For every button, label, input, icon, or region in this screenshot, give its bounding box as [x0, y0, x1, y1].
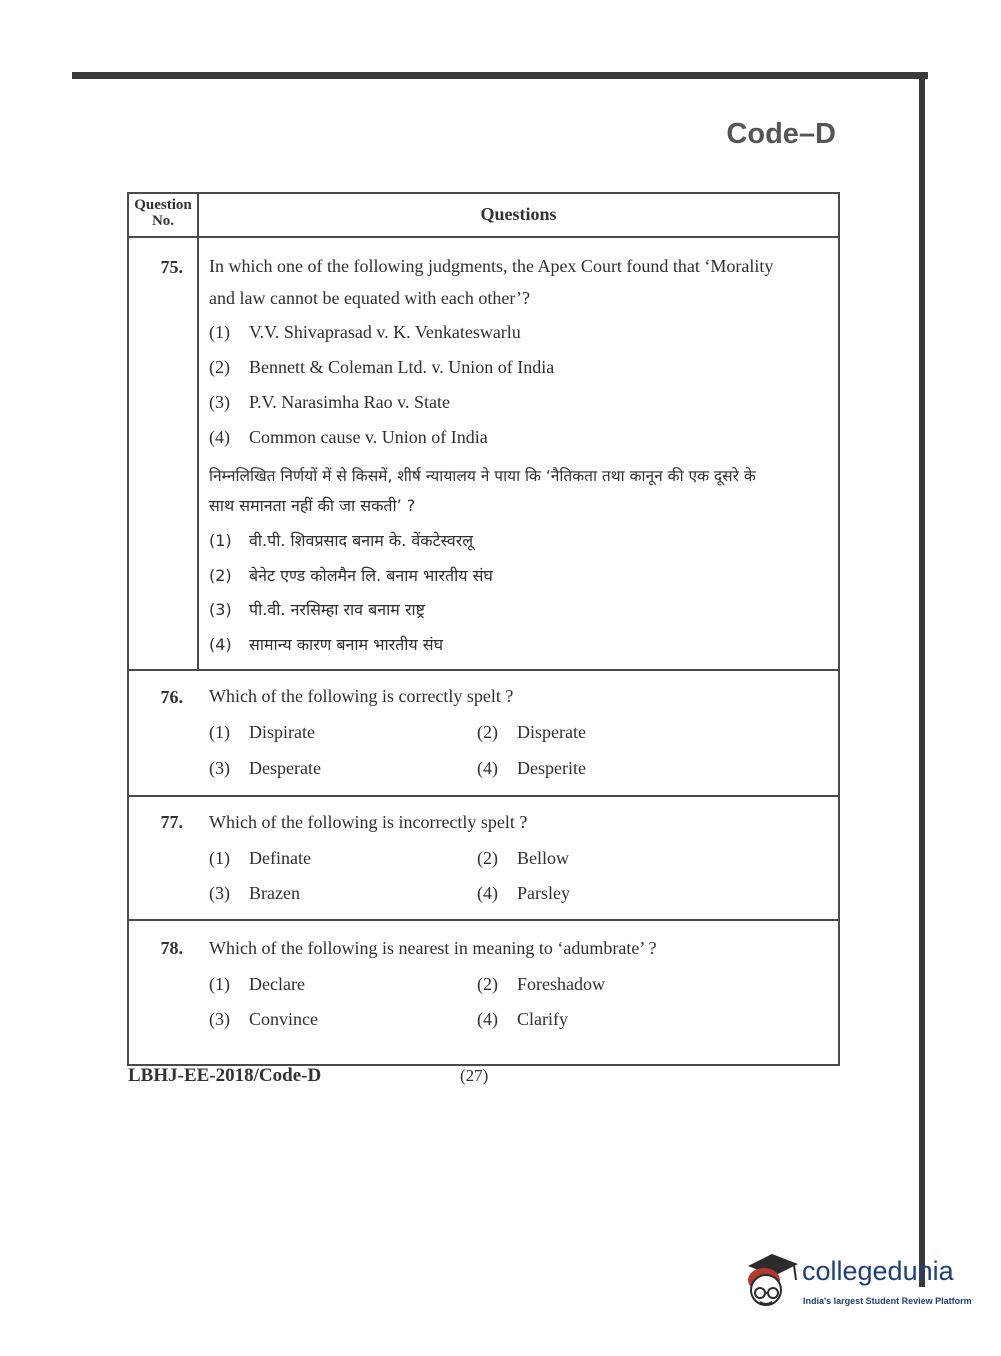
- question-text-line1: In which one of the following judgments, the Apex Court found that ‘Morality: [209, 256, 774, 276]
- option-4: [209, 427, 488, 448]
- option-3: [209, 392, 450, 413]
- option-num: (1): [209, 322, 230, 342]
- option-num: (2): [209, 566, 232, 585]
- option-text: Convince: [249, 1009, 318, 1029]
- option-2: [477, 722, 586, 743]
- header-qno-line1: Question: [134, 197, 192, 213]
- hindi-option-4: [209, 633, 443, 655]
- code-header: Code–D: [726, 118, 836, 150]
- option-num: (4): [209, 635, 232, 654]
- option-num: (1): [209, 722, 230, 742]
- option-4: [477, 1009, 568, 1030]
- option-text: Dispirate: [249, 722, 315, 742]
- question-text-line1: Which of the following is correctly spelt ?: [209, 686, 514, 706]
- option-4: [477, 883, 570, 904]
- column-divider: [197, 194, 199, 670]
- option-text: वी.पी. शिवप्रसाद बनाम के. वेंकटेस्वरलू: [249, 531, 474, 550]
- option-num: (2): [477, 974, 498, 994]
- option-text: Definate: [249, 848, 311, 868]
- hindi-text-line2: साथ समानता नहीं की जा सकती’ ?: [209, 496, 416, 515]
- option-num: (1): [209, 848, 230, 868]
- option-text: Bennett & Coleman Ltd. v. Union of India: [249, 357, 555, 377]
- option-text: Brazen: [249, 883, 300, 903]
- logo-tagline: India's largest Student Review Platform: [803, 1296, 972, 1306]
- row-divider: [129, 669, 838, 671]
- footer-code: LBHJ-EE-2018/Code-D: [128, 1065, 322, 1086]
- row-divider: [129, 919, 838, 921]
- option-text: Disperate: [517, 722, 586, 742]
- hindi-text-line1: निम्नलिखित निर्णयों में से किसमें, शीर्ष न्यायालय ने पाया कि ‘नैतिकता तथा कानून की एक दूसरे के: [209, 467, 756, 485]
- option-num: (4): [477, 883, 498, 903]
- option-text: V.V. Shivaprasad v. K. Venkateswarlu: [249, 322, 521, 342]
- option-num: (2): [477, 848, 498, 868]
- option-num: (2): [209, 357, 230, 377]
- option-num: (4): [477, 1009, 498, 1029]
- question-number: 78.: [160, 938, 183, 958]
- option-1: [209, 974, 305, 995]
- header-questions: Questions: [480, 204, 557, 224]
- option-3: [209, 758, 321, 779]
- option-num: (1): [209, 531, 232, 550]
- option-text: Bellow: [517, 848, 569, 868]
- question-number: 75.: [160, 257, 183, 277]
- option-1: [209, 722, 315, 743]
- option-text: Common cause v. Union of India: [249, 427, 488, 447]
- option-1: [209, 848, 311, 869]
- hindi-option-2: [209, 564, 493, 586]
- header-qno-line2: No.: [151, 213, 175, 229]
- question-number: 76.: [160, 687, 183, 707]
- option-text: बेनेट एण्ड कोलमैन लि. बनाम भारतीय संघ: [249, 566, 493, 585]
- hindi-option-3: [209, 598, 425, 620]
- collegedunia-logo: [742, 1250, 972, 1320]
- option-text: Desperate: [249, 758, 321, 778]
- option-num: (3): [209, 758, 230, 778]
- option-text: P.V. Narasimha Rao v. State: [249, 392, 450, 412]
- top-rule: [72, 72, 928, 79]
- option-num: (4): [477, 758, 498, 778]
- option-text: Foreshadow: [517, 974, 605, 994]
- logo-name: collegedunia: [802, 1256, 954, 1286]
- option-2: [477, 974, 605, 995]
- page-number: (27): [460, 1066, 489, 1085]
- option-text: Clarify: [517, 1009, 568, 1029]
- row-divider: [129, 795, 838, 797]
- option-num: (3): [209, 600, 232, 619]
- option-3: [209, 883, 300, 904]
- student-mascot-icon: [742, 1250, 800, 1312]
- hindi-option-1: [209, 529, 473, 551]
- option-text: Declare: [249, 974, 305, 994]
- question-table: [127, 192, 840, 1066]
- option-num: (2): [477, 722, 498, 742]
- option-text: सामान्य कारण बनाम भारतीय संघ: [249, 635, 444, 654]
- option-text: Desperite: [517, 758, 586, 778]
- page-right-edge: [919, 72, 925, 1287]
- option-num: (3): [209, 1009, 230, 1029]
- table-header: [129, 194, 838, 238]
- option-text: Parsley: [517, 883, 570, 903]
- option-1: [209, 322, 521, 343]
- question-number: 77.: [160, 812, 183, 832]
- option-num: (4): [209, 427, 230, 447]
- option-2: [209, 357, 554, 378]
- question-text-line2: and law cannot be equated with each other’?: [209, 288, 531, 308]
- header-question-no: [129, 197, 197, 229]
- option-4: [477, 758, 586, 779]
- option-num: (3): [209, 392, 230, 412]
- question-text-line1: Which of the following is nearest in meaning to ‘adumbrate’ ?: [209, 938, 657, 958]
- option-3: [209, 1009, 318, 1030]
- option-2: [477, 848, 569, 869]
- question-text-line1: Which of the following is incorrectly spelt ?: [209, 812, 528, 832]
- option-num: (1): [209, 974, 230, 994]
- option-num: (3): [209, 883, 230, 903]
- option-text: पी.वी. नरसिम्हा राव बनाम राष्ट्र: [249, 600, 425, 619]
